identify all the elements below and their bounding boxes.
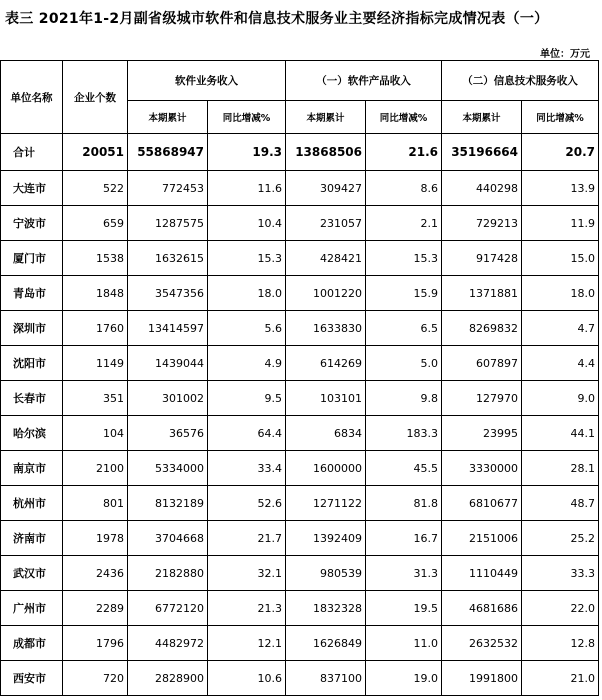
- header-prod-yoy: 同比增减%: [366, 101, 442, 134]
- cell-software-cumulative: 4482972: [128, 626, 208, 661]
- cell-software-yoy: 18.0: [208, 276, 286, 311]
- cell-software-yoy: 5.6: [208, 311, 286, 346]
- cell-name: 杭州市: [1, 486, 63, 521]
- table-row: [1, 591, 599, 626]
- table-row: [1, 661, 599, 696]
- cell-software-cumulative: 2182880: [128, 556, 208, 591]
- cell-count: 1760: [63, 311, 128, 346]
- cell-product-cumulative: 837100: [286, 661, 366, 696]
- cell-product-yoy: 2.1: [366, 206, 442, 241]
- cell-count: 1978: [63, 521, 128, 556]
- table-row: [1, 451, 599, 486]
- header-product-revenue: （一）软件产品收入: [286, 61, 442, 101]
- cell-service-cumulative: 1991800: [442, 661, 522, 696]
- cell-name: 南京市: [1, 451, 63, 486]
- cell-product-cumulative: 614269: [286, 346, 366, 381]
- cell-product-yoy: 19.5: [366, 591, 442, 626]
- cell-service-yoy: 13.9: [522, 171, 599, 206]
- table-row: [1, 206, 599, 241]
- cell-product-cumulative: 13868506: [286, 134, 366, 171]
- cell-service-yoy: 25.2: [522, 521, 599, 556]
- cell-product-yoy: 16.7: [366, 521, 442, 556]
- cell-software-cumulative: 301002: [128, 381, 208, 416]
- cell-product-yoy: 5.0: [366, 346, 442, 381]
- cell-count: 1796: [63, 626, 128, 661]
- cell-count: 2436: [63, 556, 128, 591]
- cell-service-cumulative: 729213: [442, 206, 522, 241]
- cell-service-cumulative: 1371881: [442, 276, 522, 311]
- table-row: [1, 416, 599, 451]
- cell-product-yoy: 31.3: [366, 556, 442, 591]
- header-software-revenue: 软件业务收入: [128, 61, 286, 101]
- cell-name: 沈阳市: [1, 346, 63, 381]
- cell-name: 宁波市: [1, 206, 63, 241]
- cell-software-cumulative: 3547356: [128, 276, 208, 311]
- cell-product-cumulative: 231057: [286, 206, 366, 241]
- cell-service-cumulative: 35196664: [442, 134, 522, 171]
- table-row: [1, 346, 599, 381]
- table-row: [1, 626, 599, 661]
- cell-product-cumulative: 1001220: [286, 276, 366, 311]
- table-row: [1, 241, 599, 276]
- cell-software-yoy: 64.4: [208, 416, 286, 451]
- cell-software-cumulative: 8132189: [128, 486, 208, 521]
- cell-product-cumulative: 1626849: [286, 626, 366, 661]
- cell-product-yoy: 21.6: [366, 134, 442, 171]
- cell-service-yoy: 44.1: [522, 416, 599, 451]
- cell-product-yoy: 8.6: [366, 171, 442, 206]
- cell-software-yoy: 15.3: [208, 241, 286, 276]
- cell-service-yoy: 15.0: [522, 241, 599, 276]
- cell-name: 哈尔滨: [1, 416, 63, 451]
- cell-service-cumulative: 8269832: [442, 311, 522, 346]
- cell-software-cumulative: 6772120: [128, 591, 208, 626]
- cell-product-cumulative: 1600000: [286, 451, 366, 486]
- cell-count: 1848: [63, 276, 128, 311]
- cell-software-yoy: 21.3: [208, 591, 286, 626]
- cell-software-yoy: 11.6: [208, 171, 286, 206]
- cell-service-yoy: 21.0: [522, 661, 599, 696]
- table-row: [1, 521, 599, 556]
- cell-name: 厦门市: [1, 241, 63, 276]
- cell-product-yoy: 15.9: [366, 276, 442, 311]
- cell-service-yoy: 20.7: [522, 134, 599, 171]
- cell-count: 659: [63, 206, 128, 241]
- cell-software-yoy: 10.4: [208, 206, 286, 241]
- cell-software-cumulative: 1632615: [128, 241, 208, 276]
- cell-service-yoy: 4.4: [522, 346, 599, 381]
- cell-service-cumulative: 3330000: [442, 451, 522, 486]
- page-title: 表三 2021年1-2月副省级城市软件和信息技术服务业主要经济指标完成情况表（一）: [5, 11, 549, 27]
- cell-service-yoy: 28.1: [522, 451, 599, 486]
- table-row: [1, 311, 599, 346]
- table-row: [1, 171, 599, 206]
- cell-software-cumulative: 2828900: [128, 661, 208, 696]
- cell-count: 1538: [63, 241, 128, 276]
- cell-software-cumulative: 5334000: [128, 451, 208, 486]
- header-prod-cumulative: 本期累计: [286, 101, 366, 134]
- table-row: [1, 556, 599, 591]
- cell-service-yoy: 12.8: [522, 626, 599, 661]
- cell-count: 720: [63, 661, 128, 696]
- cell-product-yoy: 9.8: [366, 381, 442, 416]
- cell-count: 801: [63, 486, 128, 521]
- header-svc-cumulative: 本期累计: [442, 101, 522, 134]
- header-service-revenue: （二）信息技术服务收入: [442, 61, 599, 101]
- cell-software-yoy: 10.6: [208, 661, 286, 696]
- cell-count: 2289: [63, 591, 128, 626]
- cell-service-yoy: 11.9: [522, 206, 599, 241]
- cell-service-yoy: 33.3: [522, 556, 599, 591]
- cell-product-cumulative: 1271122: [286, 486, 366, 521]
- cell-name: 合计: [1, 134, 63, 171]
- cell-name: 青岛市: [1, 276, 63, 311]
- cell-software-yoy: 33.4: [208, 451, 286, 486]
- cell-product-cumulative: 428421: [286, 241, 366, 276]
- cell-count: 522: [63, 171, 128, 206]
- cell-name: 大连市: [1, 171, 63, 206]
- cell-product-yoy: 15.3: [366, 241, 442, 276]
- cell-product-yoy: 11.0: [366, 626, 442, 661]
- cell-software-cumulative: 36576: [128, 416, 208, 451]
- cell-name: 广州市: [1, 591, 63, 626]
- cell-service-yoy: 18.0: [522, 276, 599, 311]
- cell-name: 武汉市: [1, 556, 63, 591]
- cell-name: 长春市: [1, 381, 63, 416]
- header-name: 单位名称: [1, 61, 63, 134]
- cell-service-cumulative: 1110449: [442, 556, 522, 591]
- cell-count: 20051: [63, 134, 128, 171]
- cell-software-cumulative: 13414597: [128, 311, 208, 346]
- cell-software-yoy: 4.9: [208, 346, 286, 381]
- header-svc-yoy: 同比增减%: [522, 101, 599, 134]
- cell-count: 104: [63, 416, 128, 451]
- cell-product-yoy: 19.0: [366, 661, 442, 696]
- cell-product-cumulative: 309427: [286, 171, 366, 206]
- cell-product-yoy: 45.5: [366, 451, 442, 486]
- cell-software-cumulative: 1439044: [128, 346, 208, 381]
- cell-service-cumulative: 917428: [442, 241, 522, 276]
- cell-software-yoy: 9.5: [208, 381, 286, 416]
- cell-service-cumulative: 2151006: [442, 521, 522, 556]
- data-table: [0, 60, 599, 696]
- total-row: [1, 134, 599, 171]
- cell-service-cumulative: 6810677: [442, 486, 522, 521]
- cell-service-yoy: 22.0: [522, 591, 599, 626]
- table-row: [1, 276, 599, 311]
- cell-name: 深圳市: [1, 311, 63, 346]
- cell-product-cumulative: 980539: [286, 556, 366, 591]
- cell-software-yoy: 32.1: [208, 556, 286, 591]
- cell-product-yoy: 6.5: [366, 311, 442, 346]
- cell-software-cumulative: 1287575: [128, 206, 208, 241]
- cell-software-yoy: 21.7: [208, 521, 286, 556]
- cell-product-cumulative: 1633830: [286, 311, 366, 346]
- cell-service-yoy: 48.7: [522, 486, 599, 521]
- cell-software-cumulative: 772453: [128, 171, 208, 206]
- header-sw-yoy: 同比增减%: [208, 101, 286, 134]
- cell-service-cumulative: 2632532: [442, 626, 522, 661]
- table-row: [1, 486, 599, 521]
- cell-count: 1149: [63, 346, 128, 381]
- cell-service-cumulative: 23995: [442, 416, 522, 451]
- cell-product-cumulative: 1832328: [286, 591, 366, 626]
- unit-label: 单位：万元: [540, 49, 590, 60]
- cell-product-cumulative: 103101: [286, 381, 366, 416]
- cell-product-yoy: 81.8: [366, 486, 442, 521]
- header-count: 企业个数: [63, 61, 128, 134]
- cell-count: 351: [63, 381, 128, 416]
- cell-software-cumulative: 3704668: [128, 521, 208, 556]
- cell-product-cumulative: 1392409: [286, 521, 366, 556]
- cell-service-cumulative: 127970: [442, 381, 522, 416]
- cell-name: 西安市: [1, 661, 63, 696]
- cell-count: 2100: [63, 451, 128, 486]
- cell-product-cumulative: 6834: [286, 416, 366, 451]
- cell-software-yoy: 19.3: [208, 134, 286, 171]
- cell-service-cumulative: 607897: [442, 346, 522, 381]
- cell-product-yoy: 183.3: [366, 416, 442, 451]
- cell-service-cumulative: 440298: [442, 171, 522, 206]
- cell-name: 济南市: [1, 521, 63, 556]
- cell-service-cumulative: 4681686: [442, 591, 522, 626]
- cell-name: 成都市: [1, 626, 63, 661]
- header-row-1: [1, 61, 599, 101]
- cell-software-yoy: 52.6: [208, 486, 286, 521]
- cell-service-yoy: 9.0: [522, 381, 599, 416]
- header-sw-cumulative: 本期累计: [128, 101, 208, 134]
- cell-service-yoy: 4.7: [522, 311, 599, 346]
- table-row: [1, 381, 599, 416]
- cell-software-cumulative: 55868947: [128, 134, 208, 171]
- cell-software-yoy: 12.1: [208, 626, 286, 661]
